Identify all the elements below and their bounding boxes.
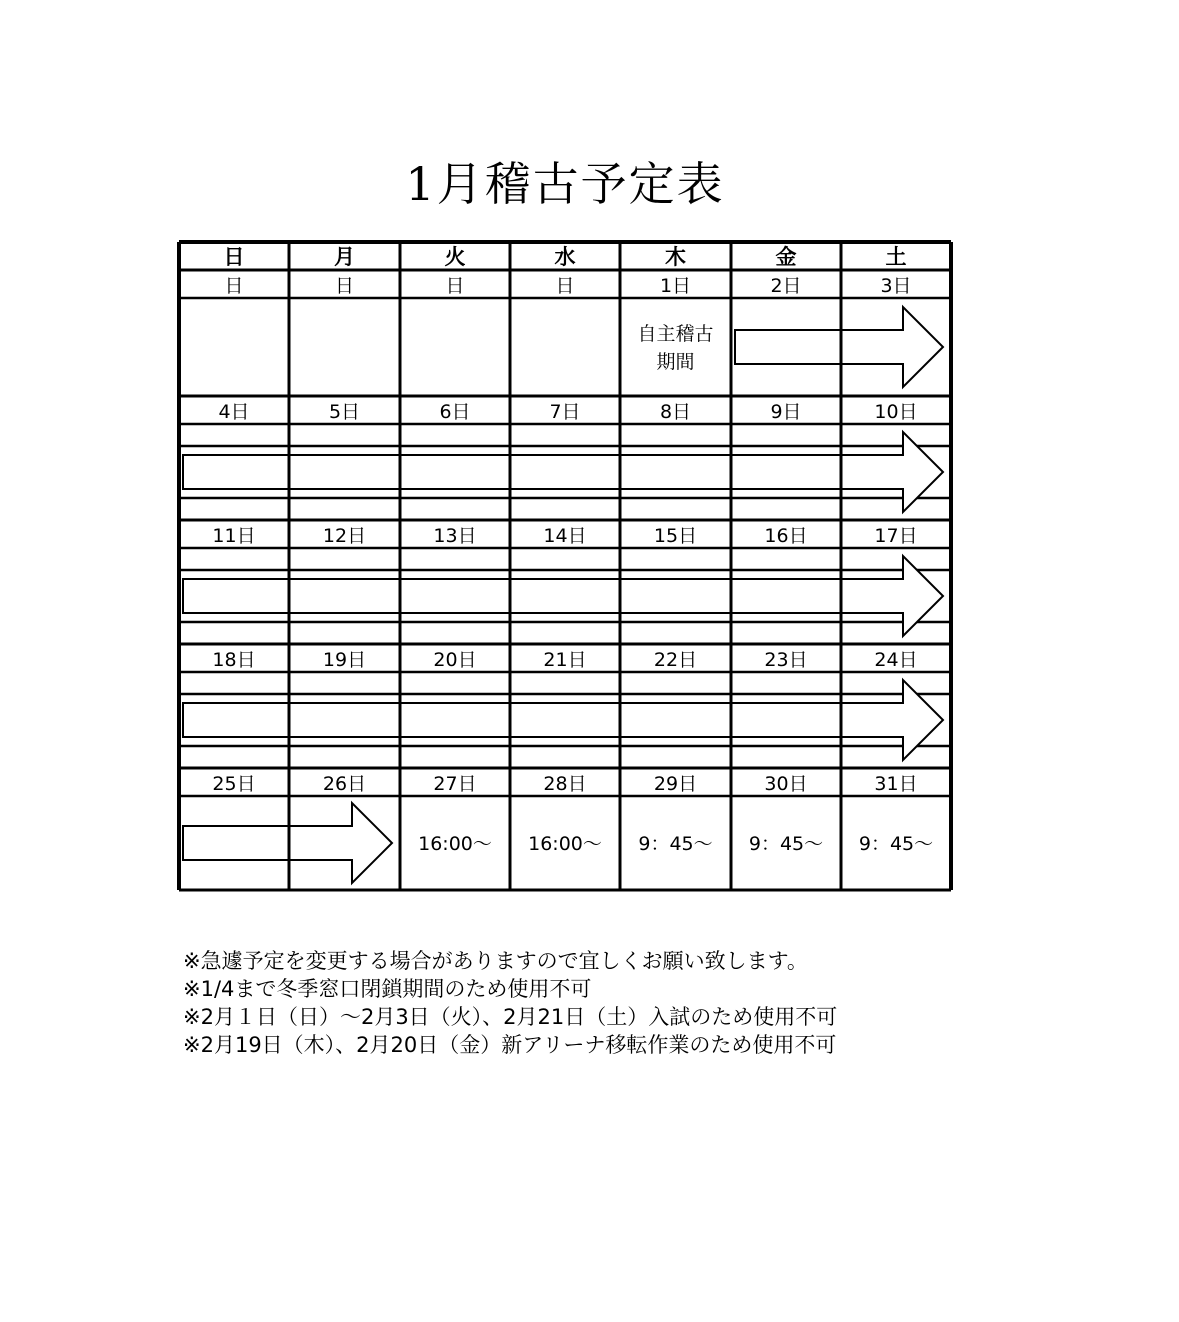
schedule-text: 9：45～	[638, 833, 713, 855]
day-number: 18日	[212, 649, 256, 671]
continuation-arrow	[183, 432, 943, 512]
day-number: 日	[224, 275, 244, 297]
weekday-header: 日	[223, 245, 245, 269]
day-number: 10日	[874, 401, 918, 423]
day-number: 5日	[328, 401, 361, 423]
weekday-header: 月	[334, 245, 355, 269]
schedule-text: 自主稽古	[637, 323, 714, 345]
weekday-header: 火	[444, 245, 466, 269]
day-number: 9日	[770, 401, 802, 423]
day-number: 14日	[543, 525, 587, 547]
day-number: 日	[445, 275, 465, 297]
day-number: 24日	[874, 649, 918, 671]
day-number: 30日	[764, 773, 808, 795]
day-number: 21日	[543, 649, 587, 671]
day-number: 20日	[433, 649, 477, 671]
day-number: 15日	[653, 525, 698, 547]
day-number: 1日	[659, 275, 692, 297]
note-line: ※1/4まで冬季窓口閉鎖期間のため使用不可	[183, 977, 592, 1001]
continuation-arrow	[183, 680, 943, 760]
day-number: 31日	[874, 773, 918, 795]
schedule-text: 9：45～	[858, 833, 934, 855]
day-number: 7日	[549, 401, 581, 423]
weekday-header: 水	[554, 245, 576, 269]
day-number: 22日	[653, 649, 698, 671]
day-number: 23日	[764, 649, 808, 671]
day-number: 11日	[212, 525, 256, 547]
day-number: 8日	[659, 401, 692, 423]
day-number: 25日	[212, 773, 256, 795]
day-number: 17日	[874, 525, 918, 547]
weekday-header: 土	[885, 245, 907, 269]
note-line: ※急遽予定を変更する場合がありますので宜しくお願い致します。	[183, 949, 808, 973]
day-number: 3日	[880, 275, 912, 297]
day-number: 29日	[653, 773, 698, 795]
schedule-text: 期間	[656, 351, 695, 373]
continuation-arrow	[183, 556, 943, 636]
day-number: 日	[334, 275, 355, 297]
day-number: 19日	[322, 649, 367, 671]
continuation-arrow	[735, 307, 943, 387]
schedule-text: 16:00～	[528, 833, 602, 855]
day-number: 12日	[322, 525, 367, 547]
schedule-text: 16:00～	[418, 833, 492, 855]
day-number: 日	[555, 275, 575, 297]
day-number: 2日	[770, 275, 802, 297]
page-title: 1月稽古予定表	[405, 157, 725, 211]
day-number: 4日	[218, 401, 250, 423]
notes	[183, 947, 837, 1059]
day-number: 13日	[433, 525, 477, 547]
schedule-text: 9：45～	[748, 833, 824, 855]
day-number: 28日	[543, 773, 587, 795]
day-number: 6日	[439, 401, 471, 423]
note-line: ※2月19日（木）、2月20日（金）新アリーナ移転作業のため使用不可	[183, 1033, 837, 1057]
day-number: 26日	[322, 773, 367, 795]
day-number: 16日	[764, 525, 808, 547]
weekday-header: 木	[665, 245, 686, 269]
weekday-header: 金	[775, 245, 797, 269]
note-line: ※2月１日（日）～2月3日（火）、2月21日（土）入試のため使用不可	[183, 1005, 838, 1029]
day-number: 27日	[433, 773, 477, 795]
